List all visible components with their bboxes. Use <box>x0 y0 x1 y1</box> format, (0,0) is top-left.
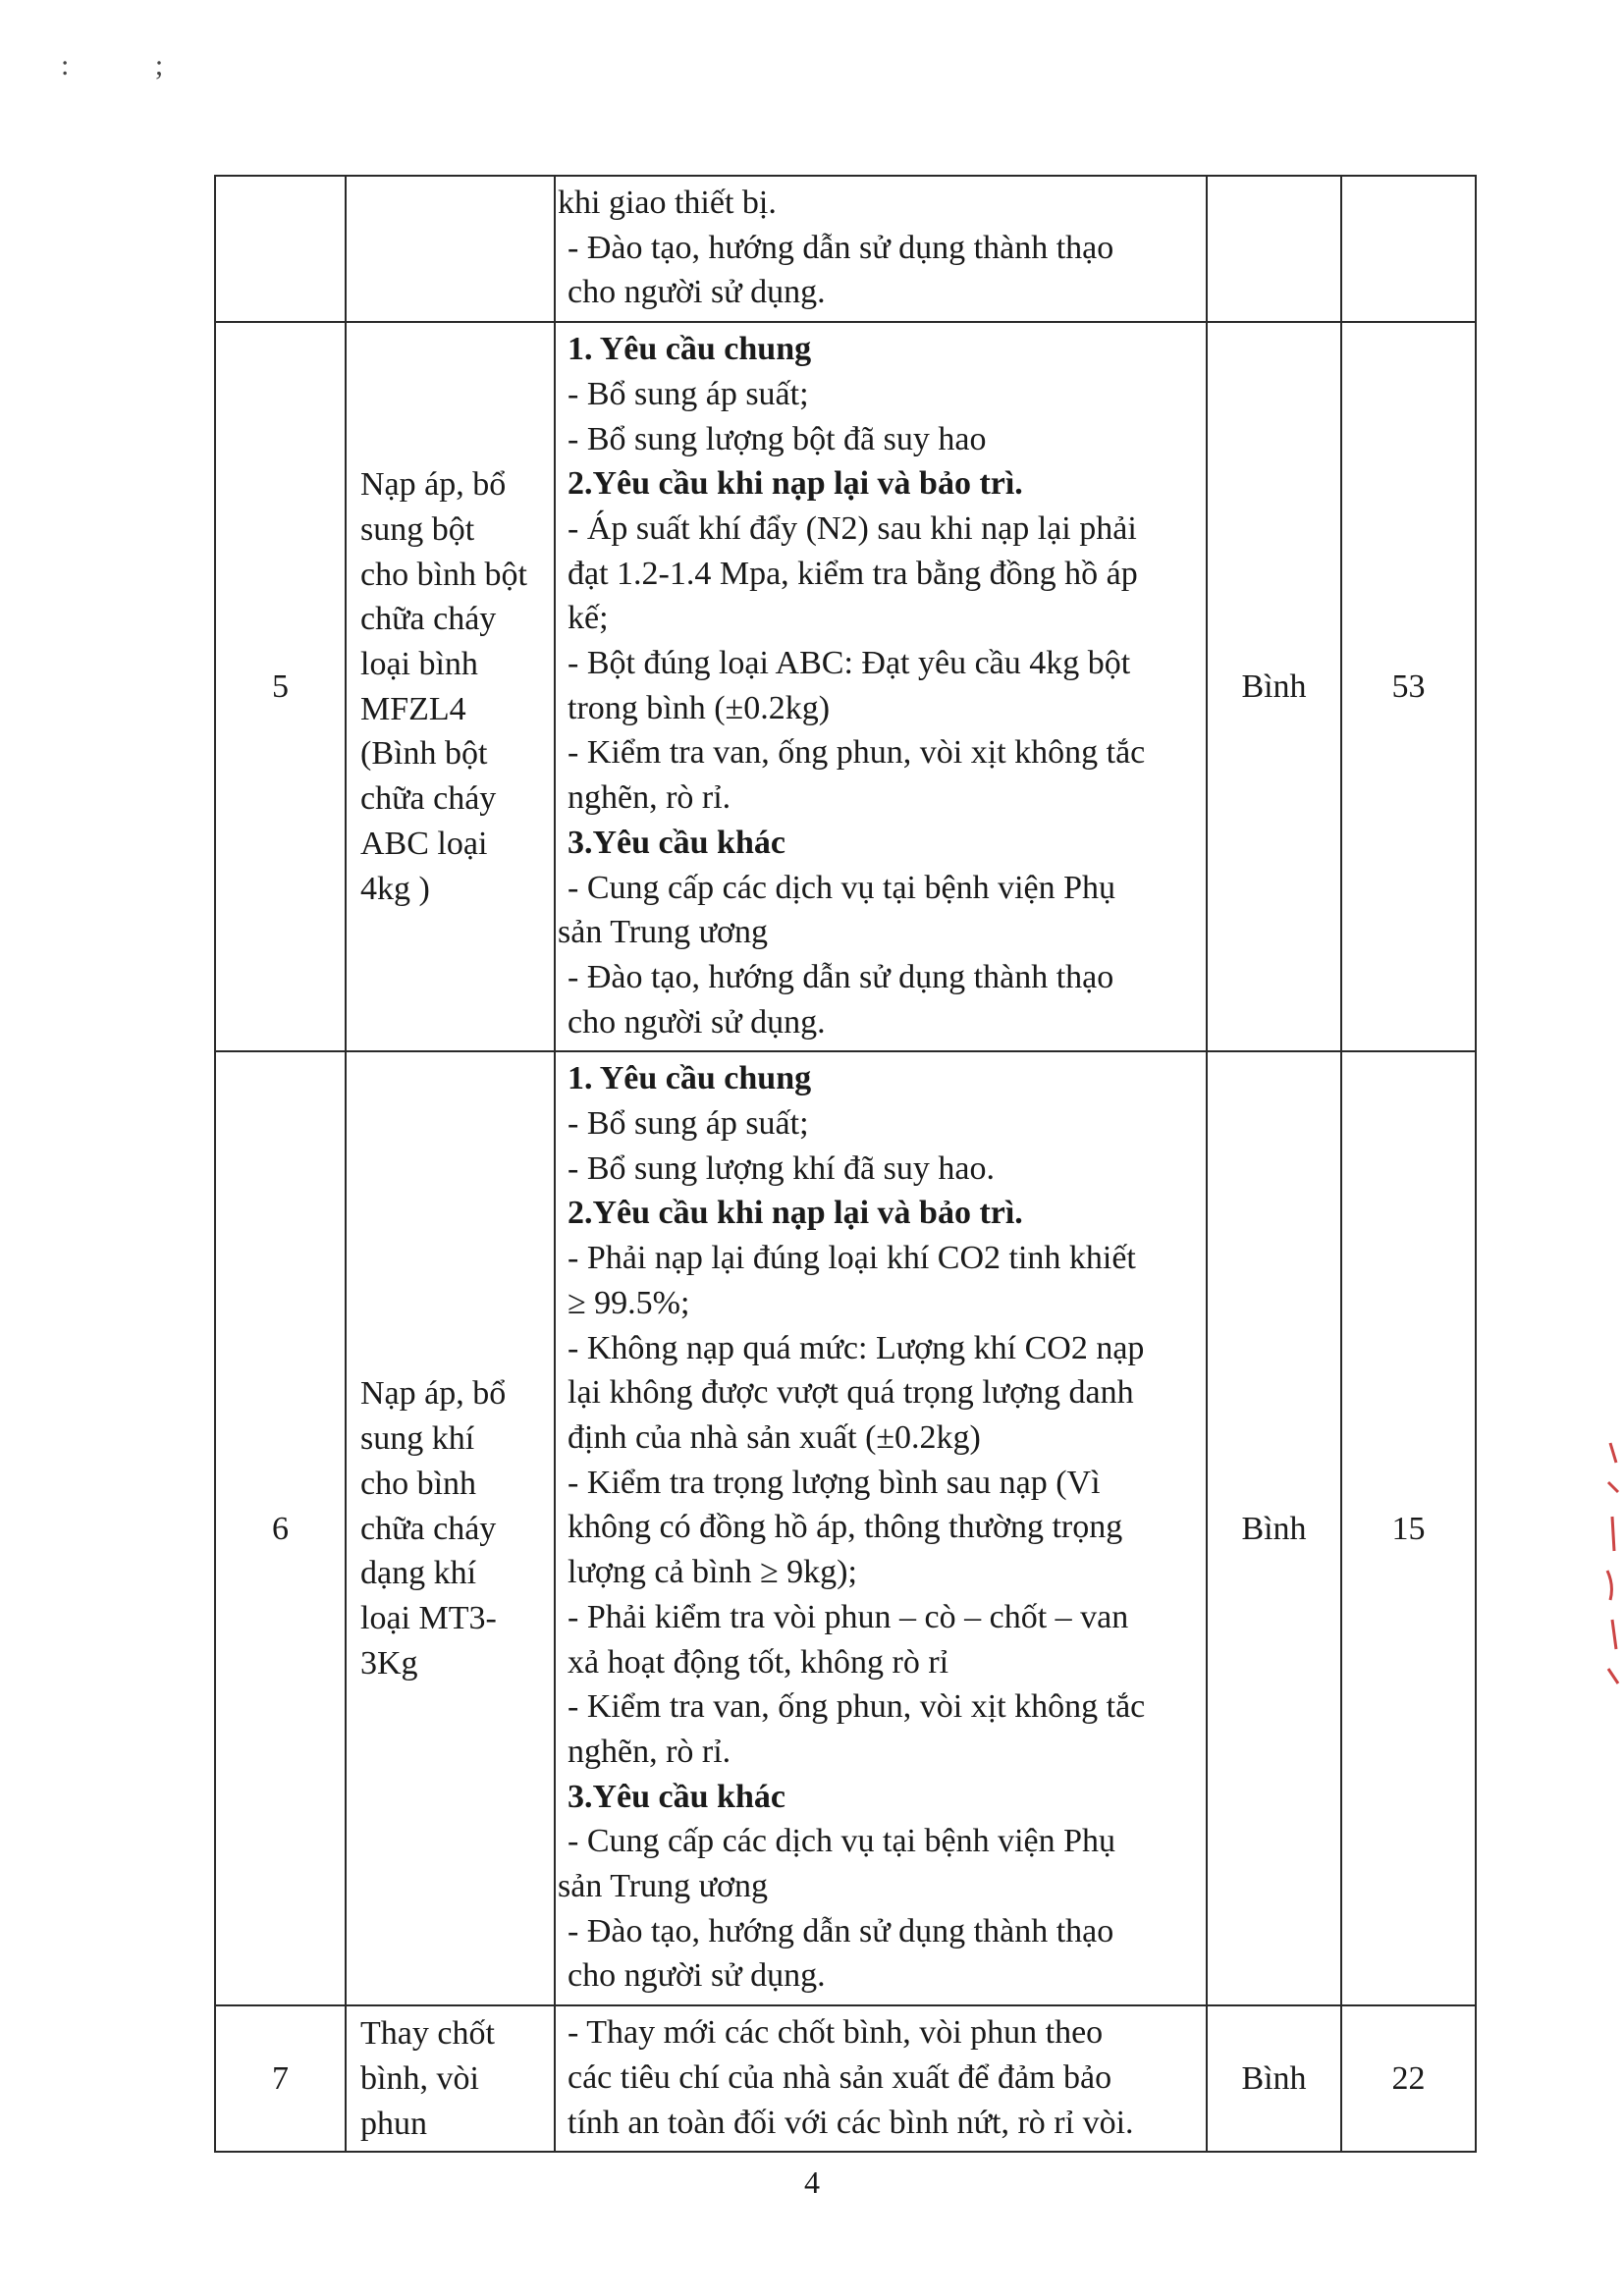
requirements-list <box>558 1052 1198 2004</box>
margin-marks: : ; <box>61 49 203 81</box>
requirement-line: - Phải kiểm tra vòi phun – cò – chốt – van <box>568 1598 1129 1635</box>
requirement-line: - Bổ sung áp suất; <box>568 375 809 412</box>
requirement-heading: 2.Yêu cầu khi nạp lại và bảo trì. <box>568 465 1023 503</box>
requirement-line: cho người sử dụng. <box>568 274 826 311</box>
requirement-heading: 3.Yêu cầu khác <box>568 1778 785 1815</box>
cell-qty: 15 <box>1341 1051 1476 2005</box>
requirement-line: - Cung cấp các dịch vụ tại bệnh viện Phụ <box>568 1823 1116 1860</box>
requirement-line: đạt 1.2-1.4 Mpa, kiểm tra bằng đồng hồ áp <box>568 555 1138 592</box>
cell-unit: Bình <box>1207 1051 1341 2005</box>
item-name-line: phun <box>360 2105 427 2142</box>
requirement-line: sản Trung ương <box>558 1868 769 1905</box>
requirements-list <box>568 2006 1198 2151</box>
cell-name <box>346 322 555 1051</box>
margin-stamp-marks <box>1602 1423 1624 1698</box>
item-name-line: Nạp áp, bổ <box>360 466 507 504</box>
cell-name <box>346 2005 555 2152</box>
requirement-heading: 3.Yêu cầu khác <box>568 824 785 861</box>
cell-qty: 22 <box>1341 2005 1476 2152</box>
requirement-line: định của nhà sản xuất (±0.2kg) <box>568 1418 981 1456</box>
item-name-line: loại MT3- <box>360 1599 497 1636</box>
cell-no: 7 <box>215 2005 346 2152</box>
requirement-line: các tiêu chí của nhà sản xuất để đảm bảo <box>568 2059 1112 2097</box>
requirements-table <box>214 175 1477 2153</box>
item-name-line: sung khí <box>360 1420 475 1458</box>
page-number: 4 <box>804 2164 820 2200</box>
item-name-line: cho bình bột <box>360 556 527 593</box>
table-row <box>215 1051 1476 2005</box>
cell-no: 5 <box>215 322 346 1051</box>
item-name-line: 3Kg <box>360 1644 418 1682</box>
item-name-line: chữa cháy <box>360 601 497 638</box>
requirement-line: trong bình (±0.2kg) <box>568 689 831 726</box>
cell-requirements <box>555 322 1207 1051</box>
cell-no: 6 <box>215 1051 346 2005</box>
requirement-line: ≥ 99.5%; <box>568 1284 690 1321</box>
item-name-line: MFZL4 <box>360 690 466 727</box>
requirement-line: sản Trung ương <box>558 914 769 951</box>
requirement-heading: 1. Yêu cầu chung <box>568 1060 812 1097</box>
requirement-line: - Kiểm tra van, ống phun, vòi xịt không tắc <box>568 1688 1146 1726</box>
requirement-line: không có đồng hồ áp, thông thường trọng <box>568 1509 1123 1546</box>
item-name-line: Nạp áp, bổ <box>360 1375 507 1413</box>
item-name-line: sung bột <box>360 510 475 548</box>
requirements-list <box>558 323 1198 1050</box>
item-name-line: dạng khí <box>360 1555 477 1592</box>
item-name-line: chữa cháy <box>360 780 497 818</box>
requirement-line: - Thay mới các chốt bình, vòi phun theo <box>568 2014 1104 2052</box>
requirement-line: - Kiểm tra van, ống phun, vòi xịt không tắc <box>568 734 1146 772</box>
requirements-list <box>558 177 1198 321</box>
cell-qty <box>1341 176 1476 322</box>
requirement-line: tính an toàn đối với các bình nứt, rò rỉ vòi. <box>568 2104 1134 2141</box>
requirement-line: - Cung cấp các dịch vụ tại bệnh viện Phụ <box>568 869 1116 906</box>
requirement-heading: 1. Yêu cầu chung <box>568 331 812 368</box>
item-name-line: chữa cháy <box>360 1510 497 1547</box>
cell-unit: Bình <box>1207 2005 1341 2152</box>
cell-requirements <box>555 176 1207 322</box>
cell-qty: 53 <box>1341 322 1476 1051</box>
requirement-line: - Không nạp quá mức: Lượng khí CO2 nạp <box>568 1329 1145 1366</box>
requirement-line: - Kiểm tra trọng lượng bình sau nạp (Vì <box>568 1464 1101 1501</box>
requirement-line: cho người sử dụng. <box>568 1003 826 1041</box>
cell-unit <box>1207 176 1341 322</box>
item-name-line: Thay chốt <box>360 2015 495 2053</box>
cell-name <box>346 1051 555 2005</box>
requirement-line: - Bổ sung lượng khí đã suy hao. <box>568 1149 995 1187</box>
item-name-line: bình, vòi <box>360 2060 479 2098</box>
requirement-line: - Đào tạo, hướng dẫn sử dụng thành thạo <box>568 1912 1114 1949</box>
requirement-line: - Đào tạo, hướng dẫn sử dụng thành thạo <box>568 958 1114 995</box>
item-name-line: 4kg ) <box>360 870 430 907</box>
requirement-line: - Bổ sung lượng bột đã suy hao <box>568 420 987 457</box>
cell-requirements <box>555 2005 1207 2152</box>
requirement-line: xả hoạt động tốt, không rò rỉ <box>568 1643 949 1681</box>
cell-unit: Bình <box>1207 322 1341 1051</box>
requirement-line: - Phải nạp lại đúng loại khí CO2 tinh khiết <box>568 1240 1136 1277</box>
item-name-line: loại bình <box>360 646 478 683</box>
requirement-line: cho người sử dụng. <box>568 1957 826 1995</box>
requirement-line: nghẽn, rò rỉ. <box>568 779 731 817</box>
item-name-line: (Bình bột <box>360 735 488 773</box>
table-row-continuation <box>215 176 1476 322</box>
item-name-line: cho bình <box>360 1465 477 1502</box>
requirement-heading: 2.Yêu cầu khi nạp lại và bảo trì. <box>568 1195 1023 1232</box>
requirement-line: - Đào tạo, hướng dẫn sử dụng thành thạo <box>568 229 1114 266</box>
table-row <box>215 2005 1476 2152</box>
requirement-line: - Bổ sung áp suất; <box>568 1105 809 1143</box>
cell-no <box>215 176 346 322</box>
requirement-line: - Bột đúng loại ABC: Đạt yêu cầu 4kg bột <box>568 645 1131 682</box>
requirement-line: - Áp suất khí đẩy (N2) sau khi nạp lại phải <box>568 509 1137 547</box>
table-row <box>215 322 1476 1051</box>
requirement-line: lại không được vượt quá trọng lượng danh <box>568 1374 1134 1412</box>
cell-requirements <box>555 1051 1207 2005</box>
requirement-line: lượng cả bình ≥ 9kg); <box>568 1554 857 1591</box>
requirement-line: kế; <box>568 600 609 637</box>
cell-name <box>346 176 555 322</box>
item-name-line: ABC loại <box>360 825 488 862</box>
requirement-line: khi giao thiết bị. <box>558 185 777 221</box>
requirement-line: nghẽn, rò rỉ. <box>568 1733 731 1770</box>
